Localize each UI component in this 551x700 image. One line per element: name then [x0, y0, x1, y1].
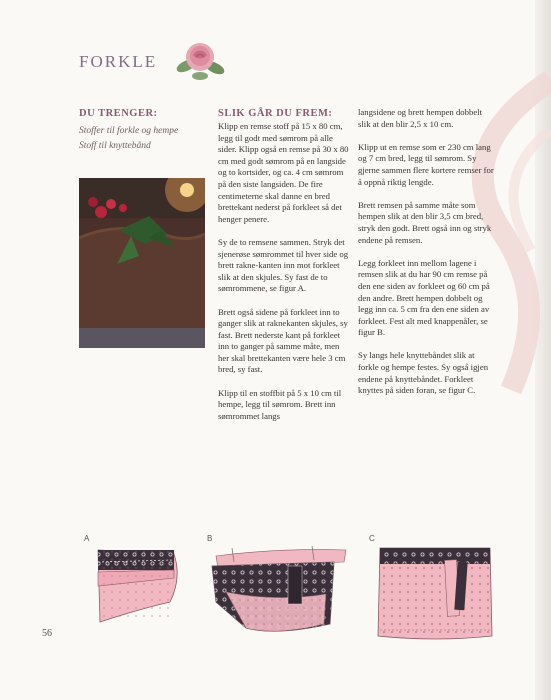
- figure-a-label: A: [84, 534, 90, 543]
- figure-c-label: C: [369, 534, 375, 543]
- materials-item: Stoff til knyttebånd: [79, 141, 151, 151]
- figure-c-illustration: [378, 548, 492, 639]
- paragraph: Sy de to remsene sammen. Stryk det sjenerøse sømrommet til hver side og brett rakne-kanten inn mot forkleet slik at den skjules. Sy fast de to sømrommene, se figur A.: [218, 236, 349, 294]
- paragraph: Klipp ut en remse som er 230 cm lang og 7 cm bred, legg til sømrom. Sy gjerne sammen flere kortere remser for å oppnå riktig lengde.: [358, 141, 494, 187]
- instructions-heading: SLIK GÅR DU FREM:: [218, 108, 333, 119]
- paragraph: Brett også sidene på forkleet inn to ganger slik at raknekanten skjules, sy fast. Brett nederste kant på forkleet inn to ganger på samme måte, men her skal brettekanten være hele 3 cm bred, sy fast.: [218, 306, 348, 375]
- page-number: 56: [42, 628, 52, 639]
- materials-heading: DU TRENGER:: [79, 108, 158, 119]
- materials-item: Stoffer til forkle og hempe: [79, 126, 179, 136]
- paragraph: langsidene og brett hempen dobbelt slik at den blir 2,5 x 10 cm.: [358, 107, 483, 129]
- figure-b-illustration: [212, 546, 346, 631]
- paragraph: Klipp en remse stoff på 15 x 80 cm, legg til godt med sømrom på alle sider. Klipp også en remse på 30 x 80 cm med godt sømrom på en langside og to kortsider, og ca. 4 cm sømrom på den siste langsiden. De fire centimeterne skal danne en bred brettekant nederst på forkleet så det henger penere.: [218, 121, 349, 224]
- page-title: FORKLE: [79, 52, 158, 71]
- paragraph: Brett remsen på samme måte som hempen slik at den blir 3,5 cm bred, stryk den godt. Brett også inn og stryk endene på remsen.: [358, 199, 492, 245]
- paragraph: Sy langs hele knyttebåndet slik at forkle og hempe festes. Sy også igjen endene på knyttebåndet. Forkleet knyttes på siden foran, se figur C.: [358, 350, 489, 396]
- paragraph: Klipp til en stoffbit på 5 x 10 cm til hempe, legg til sømrom. Brett inn sømrommet langs: [218, 387, 342, 421]
- chocolate-cake-photo: [79, 178, 205, 348]
- apron-figures: [76, 532, 516, 652]
- figure-a-illustration: [98, 550, 177, 622]
- instructions-column-1: [218, 107, 349, 434]
- figure-b-label: B: [207, 534, 213, 543]
- materials-list: [79, 124, 178, 154]
- rose-icon: [174, 36, 226, 82]
- instructions-column-2: [358, 107, 495, 408]
- paragraph: Legg forkleet inn mellom lagene i remsen slik at du har 90 cm remse på den ene siden av forkleet og 60 cm på den andre. Brett hempen dobbelt og legg inn ca. 5 cm fra den ene siden av forkleet. Fest alt med knappenåler, se figur B.: [358, 257, 490, 338]
